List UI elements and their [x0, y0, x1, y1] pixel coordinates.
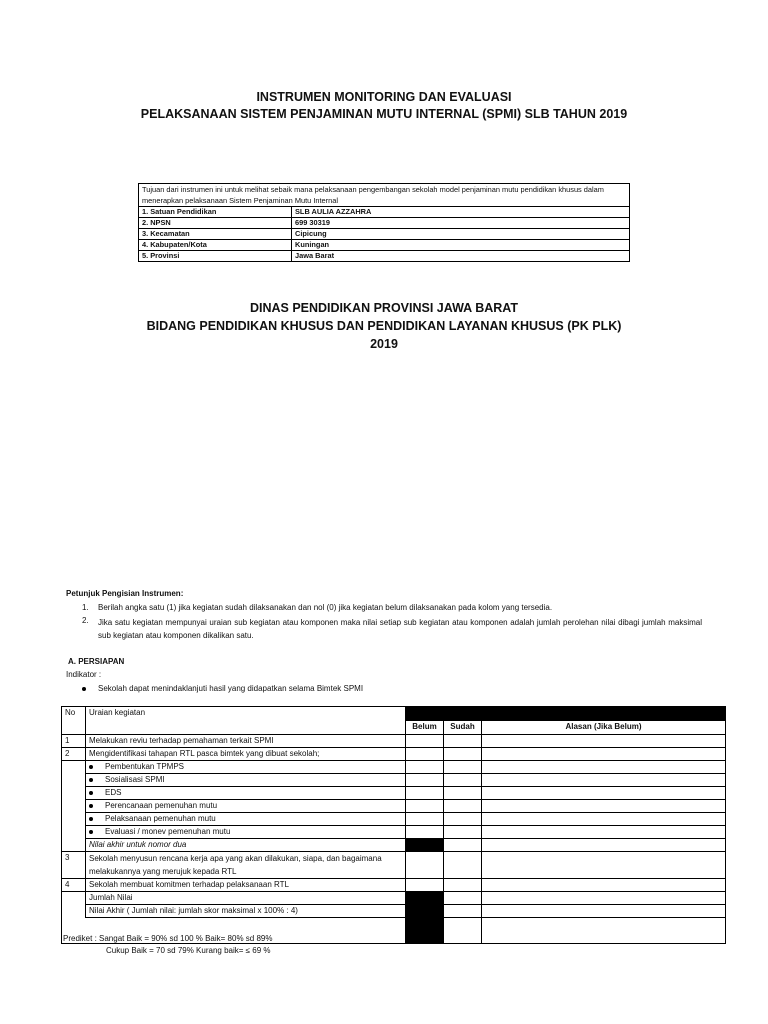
sudah-cell[interactable]: [444, 774, 482, 787]
sudah-cell[interactable]: [444, 839, 482, 852]
instruction-number: 2.: [82, 616, 89, 625]
alasan-cell[interactable]: [482, 826, 726, 839]
sub-activity-label: Pelaksanaan pemenuhan mutu: [105, 814, 216, 823]
activity-table: [61, 706, 726, 944]
instruction-item: Jika satu kegiatan mempunyai uraian sub kegiatan atau komponen maka nilai setiap sub kegiatan atau komponen adalah jumlah perolehan nilai dibagi jumlah maksimal sub kegiatan atau komponen dikalikan satu.: [98, 618, 702, 640]
alasan-cell[interactable]: [482, 852, 726, 879]
info-value: Kuningan: [292, 240, 630, 251]
final-score-two-label: Nilai akhir untuk nomor dua: [86, 839, 406, 852]
alasan-cell[interactable]: [482, 892, 726, 905]
row-number: 3: [62, 852, 86, 879]
final-score-label: Nilai Akhir ( Jumlah nilai: jumlah skor maksimal x 100% : 4): [86, 905, 406, 918]
total-label: Jumlah Nilai: [86, 892, 406, 905]
alasan-cell[interactable]: [482, 774, 726, 787]
activity-text: Mengidentifikasi tahapan RTL pasca bimtek yang dibuat sekolah;: [86, 748, 406, 761]
sub-activity: [86, 761, 406, 774]
sudah-cell[interactable]: [444, 918, 482, 944]
belum-cell[interactable]: [406, 879, 444, 892]
alasan-cell[interactable]: [482, 813, 726, 826]
sudah-cell[interactable]: [444, 905, 482, 918]
predicate-line-1: Prediket : Sangat Baik = 90% sd 100 % Baik= 80% sd 89%: [63, 934, 273, 943]
header-activity: Uraian kegiatan: [86, 707, 406, 735]
info-value: SLB AULIA AZZAHRA: [292, 207, 630, 218]
header-alasan: Alasan (Jika Belum): [482, 721, 726, 735]
predicate-text: [61, 933, 408, 958]
bullet-icon: [89, 778, 93, 782]
row-number-empty: [62, 892, 86, 918]
bullet-icon: [89, 804, 93, 808]
document-title: INSTRUMEN MONITORING DAN EVALUASI: [256, 90, 512, 104]
sub-activity-label: Evaluasi / monev pemenuhan mutu: [105, 827, 231, 836]
alasan-cell[interactable]: [482, 787, 726, 800]
sudah-cell[interactable]: [444, 879, 482, 892]
alasan-cell[interactable]: [482, 879, 726, 892]
black-cell: [406, 892, 444, 905]
school-info-table: [138, 183, 630, 262]
alasan-cell[interactable]: [482, 839, 726, 852]
bullet-icon: [89, 817, 93, 821]
belum-cell[interactable]: [406, 826, 444, 839]
sudah-cell[interactable]: [444, 787, 482, 800]
section-title: A. PERSIAPAN: [68, 657, 125, 666]
info-label: 5. Provinsi: [139, 251, 292, 262]
sub-activity-label: EDS: [105, 788, 122, 797]
info-label: 1. Satuan Pendidikan: [139, 207, 292, 218]
header-sudah: Sudah: [444, 721, 482, 735]
info-label: 4. Kabupaten/Kota: [139, 240, 292, 251]
belum-cell[interactable]: [406, 774, 444, 787]
alasan-cell[interactable]: [482, 918, 726, 944]
info-label: 2. NPSN: [139, 218, 292, 229]
alasan-cell[interactable]: [482, 761, 726, 774]
activity-text: Sekolah menyusun rencana kerja apa yang akan dilakukan, siapa, dan bagaimana melakukannya yang merujuk kepada RTL: [86, 852, 406, 879]
bullet-icon: [89, 791, 93, 795]
black-cell: [406, 905, 444, 918]
header-no: No: [62, 707, 86, 735]
header-belum: Belum: [406, 721, 444, 735]
black-cell: [406, 918, 444, 944]
sub-activity: [86, 774, 406, 787]
indicator-item: [82, 684, 363, 693]
sub-activity-label: Sosialisasi SPMI: [105, 775, 165, 784]
black-cell: [406, 839, 444, 852]
purpose-text: Tujuan dari instrumen ini untuk melihat sebaik mana pelaksanaan pengembangan sekolah model penjaminan mutu pendidikan khusus dalam menerapkan pelaksanaan Sistem Penjaminan Mutu Internal: [139, 184, 630, 207]
header-black-bar: [406, 707, 726, 721]
activity-text: Sekolah membuat komitmen terhadap pelaksanaan RTL: [86, 879, 406, 892]
agency-year: 2019: [370, 337, 398, 351]
sudah-cell[interactable]: [444, 826, 482, 839]
row-number-empty: [62, 761, 86, 852]
sub-activity: [86, 813, 406, 826]
document-subtitle: PELAKSANAAN SISTEM PENJAMINAN MUTU INTERNAL (SPMI) SLB TAHUN 2019: [140, 107, 628, 121]
belum-cell[interactable]: [406, 761, 444, 774]
sudah-cell[interactable]: [444, 748, 482, 761]
sub-activity: [86, 800, 406, 813]
sub-activity: [86, 787, 406, 800]
indicator-text: Sekolah dapat menindaklanjuti hasil yang didapatkan selama Bimtek SPMI: [98, 684, 364, 693]
belum-cell[interactable]: [406, 813, 444, 826]
alasan-cell[interactable]: [482, 905, 726, 918]
predicate-line-2: Cukup Baik = 70 sd 79% Kurang baik= ≤ 69 %: [106, 946, 271, 955]
sudah-cell[interactable]: [444, 800, 482, 813]
alasan-cell[interactable]: [482, 800, 726, 813]
sub-activity-label: Pembentukan TPMPS: [105, 762, 185, 771]
info-label: 3. Kecamatan: [139, 229, 292, 240]
indicator-label: Indikator :: [66, 670, 102, 679]
sub-activity-label: Perencanaan pemenuhan mutu: [105, 801, 218, 810]
instruction-item: Berilah angka satu (1) jika kegiatan sudah dilaksanakan dan nol (0) jika kegiatan belum dilaksanakan pada kolom yang tersedia.: [98, 603, 553, 612]
sub-activity: [86, 826, 406, 839]
info-value: 699 30319: [292, 218, 630, 229]
belum-cell[interactable]: [406, 748, 444, 761]
sudah-cell[interactable]: [444, 761, 482, 774]
agency-name: DINAS PENDIDIKAN PROVINSI JAWA BARAT: [249, 301, 519, 315]
alasan-cell[interactable]: [482, 748, 726, 761]
division-name: BIDANG PENDIDIKAN KHUSUS DAN PENDIDIKAN LAYANAN KHUSUS (PK PLK): [146, 319, 622, 333]
instructions-heading: Petunjuk Pengisian Instrumen:: [66, 589, 184, 598]
row-number: 4: [62, 879, 86, 892]
belum-cell[interactable]: [406, 787, 444, 800]
belum-cell[interactable]: [406, 852, 444, 879]
bullet-icon: [89, 765, 93, 769]
info-value: Cipicung: [292, 229, 630, 240]
activity-text: Melakukan reviu terhadap pemahaman terkait SPMI: [86, 735, 406, 748]
sudah-cell[interactable]: [444, 892, 482, 905]
info-value: Jawa Barat: [292, 251, 630, 262]
row-number: 1: [62, 735, 86, 748]
sudah-cell[interactable]: [444, 852, 482, 879]
instruction-number: 1.: [82, 603, 89, 612]
alasan-cell[interactable]: [482, 735, 726, 748]
row-number: 2: [62, 748, 86, 761]
belum-cell[interactable]: [406, 735, 444, 748]
belum-cell[interactable]: [406, 800, 444, 813]
bullet-icon: [82, 687, 86, 691]
sudah-cell[interactable]: [444, 735, 482, 748]
sudah-cell[interactable]: [444, 813, 482, 826]
bullet-icon: [89, 830, 93, 834]
